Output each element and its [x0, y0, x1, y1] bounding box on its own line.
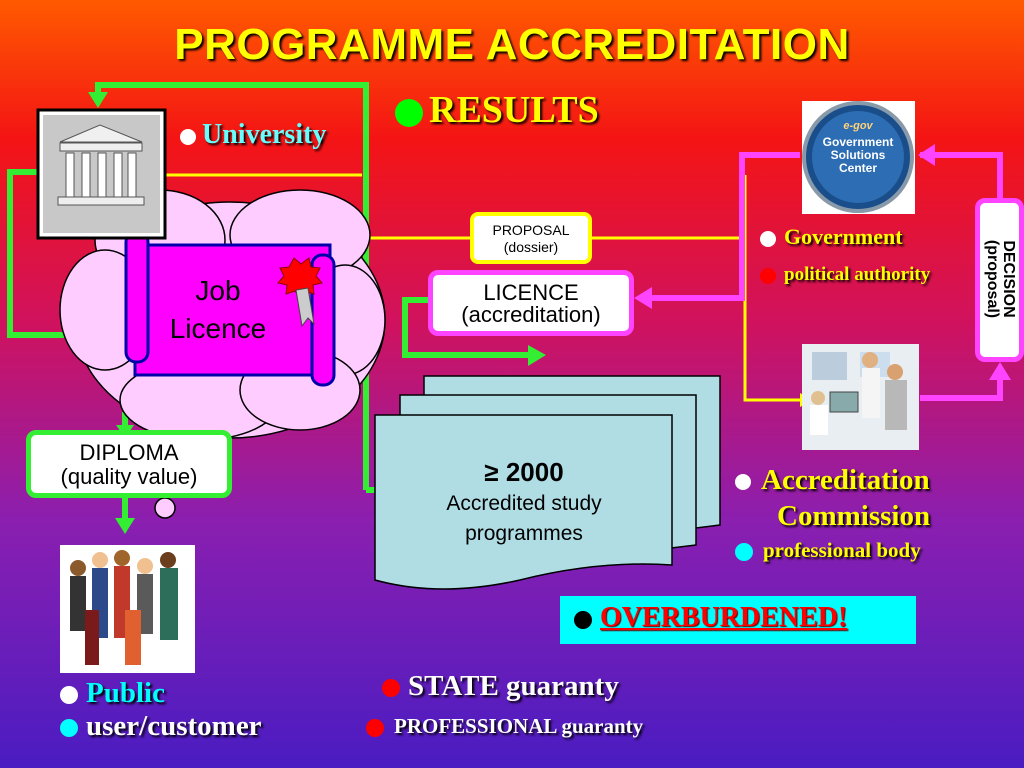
user-customer-label: user/customer: [60, 710, 262, 743]
job-licence-text: Job Licence: [169, 275, 267, 344]
public-people-illustration: [60, 545, 195, 673]
results-heading: RESULTS: [395, 88, 599, 132]
bullet-icon: [574, 611, 592, 629]
office-people-photo: [802, 344, 919, 450]
bullet-icon: [60, 686, 78, 704]
public-label: Public: [60, 677, 165, 710]
university-label: University: [180, 119, 326, 151]
bullet-icon: [180, 129, 196, 145]
bullet-icon: [60, 719, 78, 737]
government-label: Government: [760, 224, 903, 250]
bullet-icon: [760, 268, 776, 284]
professional-guaranty-label: PROFESSIONAL guaranty: [366, 714, 643, 739]
political-authority-label: political authority: [760, 264, 930, 286]
bullet-icon: [366, 719, 384, 737]
proposal-box: PROPOSAL (dossier): [470, 212, 592, 264]
bullet-icon: [735, 474, 751, 490]
programmes-text: ≥ 2000 Accredited study programmes: [446, 457, 602, 545]
professional-body-label: professional body: [735, 538, 921, 563]
decision-box: DECISION (proposal): [975, 198, 1024, 362]
bullet-icon: [382, 679, 400, 697]
page-title: PROGRAMME ACCREDITATION: [174, 20, 850, 69]
bullet-icon: [395, 99, 423, 127]
university-building-icon: [38, 110, 165, 238]
bullet-icon: [735, 543, 753, 561]
accreditation-commission-label: Accreditation Commission: [735, 462, 975, 534]
gov-logo-text: e-gov Government Solutions Center: [822, 120, 894, 175]
state-guaranty-label: STATE guaranty: [382, 670, 619, 703]
licence-box: LICENCE (accreditation): [428, 270, 634, 336]
overburdened-banner: OVERBURDENED!: [560, 596, 916, 644]
diploma-box: DIPLOMA (quality value): [26, 430, 232, 498]
bullet-icon: [760, 231, 776, 247]
